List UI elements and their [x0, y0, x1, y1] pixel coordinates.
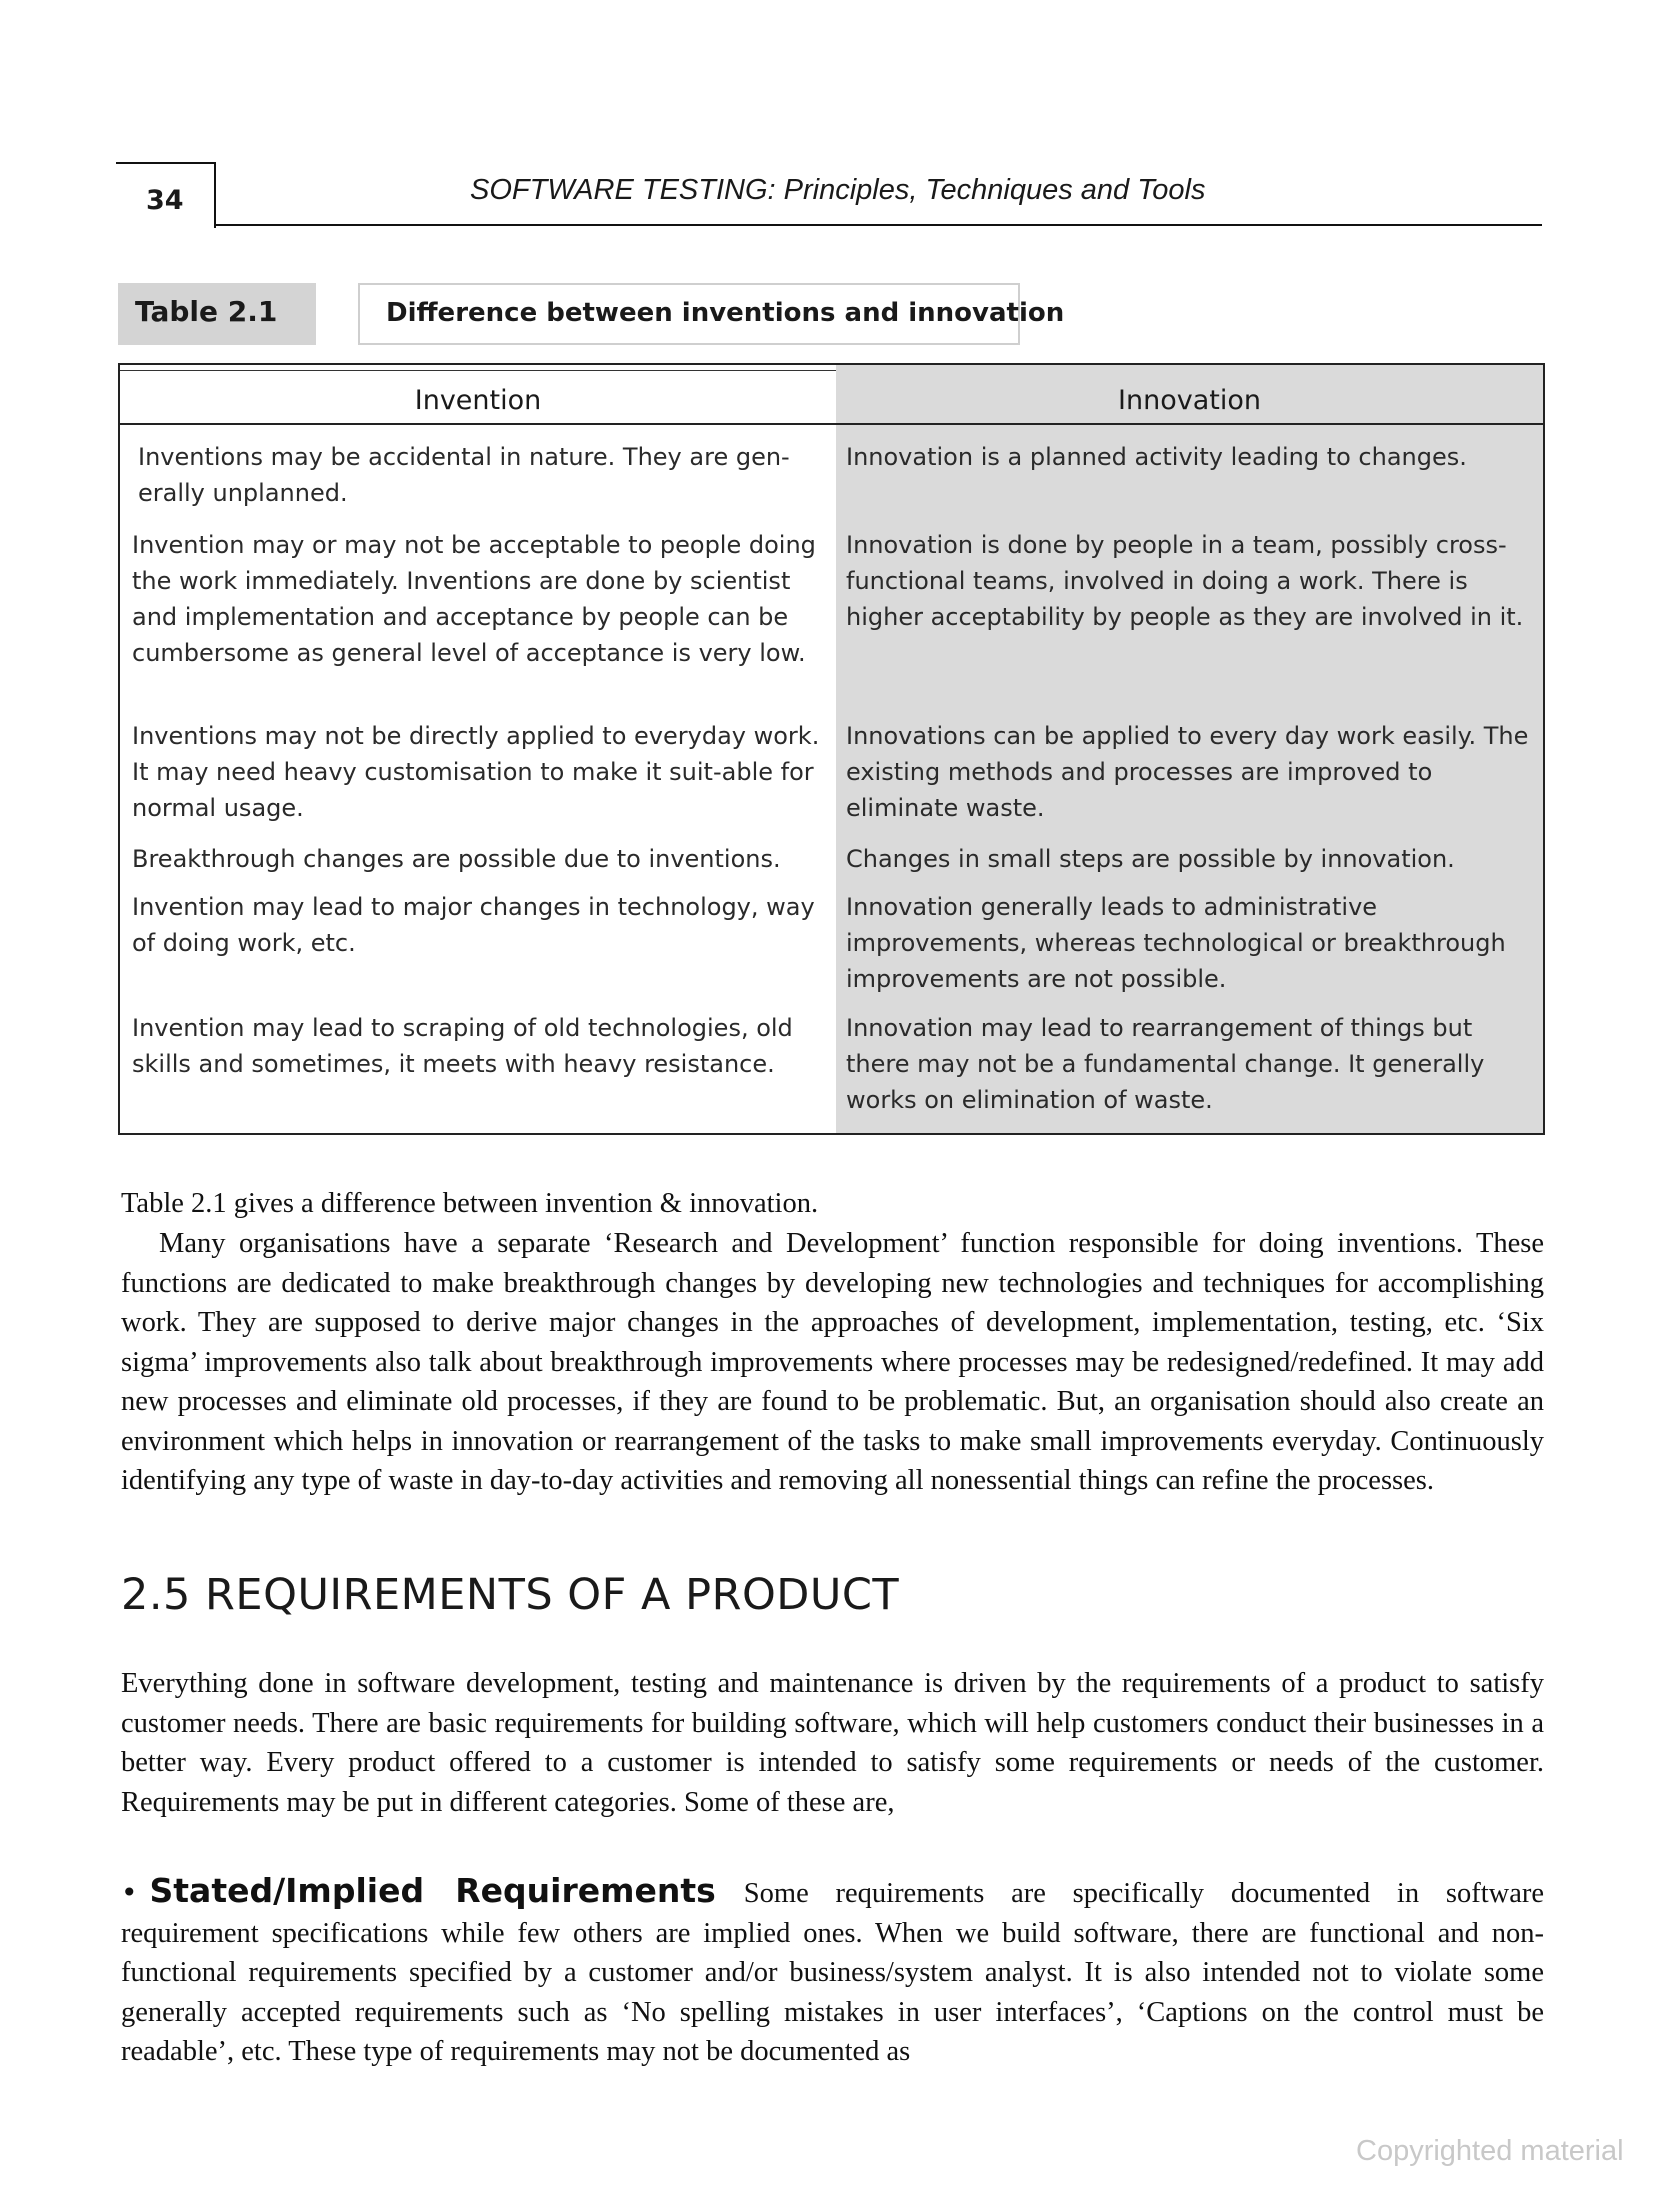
running-head: SOFTWARE TESTING: Principles, Techniques and Tools	[470, 174, 1206, 206]
table-cell-invention-2: Invention may or may not be acceptable to people doing the work immediately. Inventions are done by scientist and implementation and acceptance by people can be cumbersome as general level of acceptance is very low.	[132, 531, 816, 667]
column-header-invention: Invention	[414, 385, 542, 416]
paragraph-rd: Many organisations have a separate ‘Research and Development’ function responsible for doing inventions. These functions are dedicated to make breakthrough changes by developing new technologies and techniques for accomplishing work. They are supposed to derive major changes in the approaches of development, implementation, testing, etc. ‘Six sigma’ improvements also talk about breakthrough improvements where processes may be redesigned/redefined. It may add new processes and eliminate old processes, if they are found to be problematic. But, an organisation should also create an environment which helps in innovation or rearrangement of the tasks to make small improvements everyday. Continuously identifying any type of waste in day-to-day activities and removing all nonessential things can refine the processes.	[121, 1228, 1544, 1496]
copyright-watermark: Copyrighted material	[1356, 2135, 1624, 2167]
table-cell-innovation-4: Changes in small steps are possible by innovation.	[846, 845, 1455, 873]
table-cell-innovation-3: Innovations can be applied to every day work easily. The existing methods and processes are improved to eliminate waste.	[846, 722, 1529, 822]
bullet-marker: •	[121, 1876, 138, 1909]
table-cell-innovation-6: Innovation may lead to rearrangement of things but there may not be a fundamental change. It generally works on elimination of waste.	[846, 1014, 1485, 1114]
table-label: Table 2.1	[118, 283, 316, 345]
table-cell-invention-4: Breakthrough changes are possible due to inventions.	[132, 845, 781, 873]
table-cell-innovation-5: Innovation generally leads to administrative improvements, whereas technological or breakthrough improvements are not possible.	[846, 893, 1506, 993]
table-cell-innovation-1: Innovation is a planned activity leading to changes.	[846, 443, 1467, 471]
table-cell-invention-6: Invention may lead to scraping of old technologies, old skills and sometimes, it meets with heavy resistance.	[132, 1014, 793, 1078]
bullet-stated-implied	[121, 1871, 1544, 2072]
table-cell-invention-3: Inventions may not be directly applied to everyday work. It may need heavy customisation to make it suit-able for normal usage.	[132, 722, 820, 822]
header-rule	[216, 224, 1542, 226]
bullet-text: Some requirements are specifically documented in software requirement specifications while few others are implied ones. When we build software, there are functional and non-functional requirements specified by a customer and/or business/system analyst. It is also intended not to violate some generally accepted requirements such as ‘No spelling mistakes in user interfaces’, ‘Captions on the control must be readable’, etc. These type of requirements may not be documented as	[121, 1878, 1544, 2067]
paragraph-requirements: Everything done in software development, testing and maintenance is driven by the requirements of a product to satisfy customer needs. There are basic requirements for building software, which will help customers conduct their businesses in a better way. Every product offered to a customer is intended to satisfy some requirements or needs of the customer. Requirements may be put in different categories. Some of these are,	[121, 1668, 1544, 1818]
comparison-table	[118, 363, 1545, 1135]
table-caption: Difference between inventions and innovation	[358, 283, 1020, 345]
intro-line: Table 2.1 gives a difference between invention & innovation.	[121, 1188, 819, 1219]
page-number: 34	[146, 185, 184, 216]
column-header-innovation: Innovation	[1118, 385, 1261, 416]
table-cell-invention-1: Inventions may be accidental in nature. They are gen-erally unplanned.	[138, 443, 790, 507]
section-title: 2.5 REQUIREMENTS OF A PRODUCT	[121, 1570, 900, 1620]
table-header-row	[120, 377, 1543, 425]
bullet-heading: Stated/Implied Requirements	[149, 1871, 716, 1910]
table-cell-innovation-2: Innovation is done by people in a team, possibly cross-functional teams, involved in doing a work. There is higher acceptability by people as they are involved in it.	[846, 531, 1524, 631]
table-cell-invention-5: Invention may lead to major changes in technology, way of doing work, etc.	[132, 893, 815, 957]
